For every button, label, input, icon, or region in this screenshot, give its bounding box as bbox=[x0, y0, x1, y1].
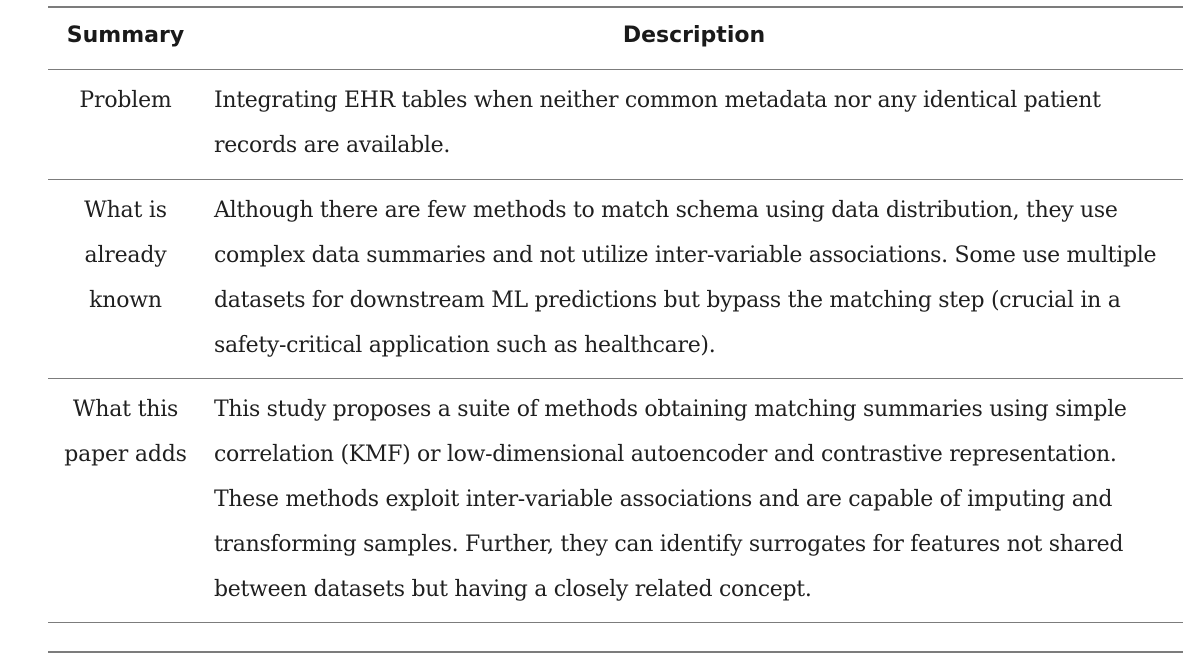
row-description-problem: Integrating EHR tables when neither common metadata nor any identical patient records are available. bbox=[214, 88, 1101, 158]
row-description-known: Although there are few methods to match schema using data distribution, they use complex data summaries and not utilize inter-variable associations. Some use multiple datasets for downstream ML predictions but bypass the matching step (crucial in a safety-critical application such as healthcare). bbox=[214, 198, 1157, 358]
row-summary-known: What is already known bbox=[84, 198, 167, 313]
table-top-rule bbox=[48, 6, 1183, 8]
row-summary-adds: What this paper adds bbox=[64, 397, 187, 467]
row-divider bbox=[48, 378, 1183, 379]
header-rule bbox=[48, 69, 1183, 70]
row-divider bbox=[48, 179, 1183, 180]
row-description-adds: This study proposes a suite of methods obtaining matching summaries using simple correlation (KMF) or low-dimensional autoencoder and contrastive representation. These methods exploit inter-variable associations and are capable of imputing and transforming samples. Further, they can identify surrogates for features not shared between datasets but having a closely related concept. bbox=[214, 397, 1127, 602]
row-divider bbox=[48, 622, 1183, 623]
table-bottom-rule bbox=[48, 651, 1183, 653]
header-description: Description bbox=[622, 23, 766, 48]
row-summary-problem: Problem bbox=[79, 88, 172, 113]
header-summary: Summary bbox=[66, 23, 185, 48]
